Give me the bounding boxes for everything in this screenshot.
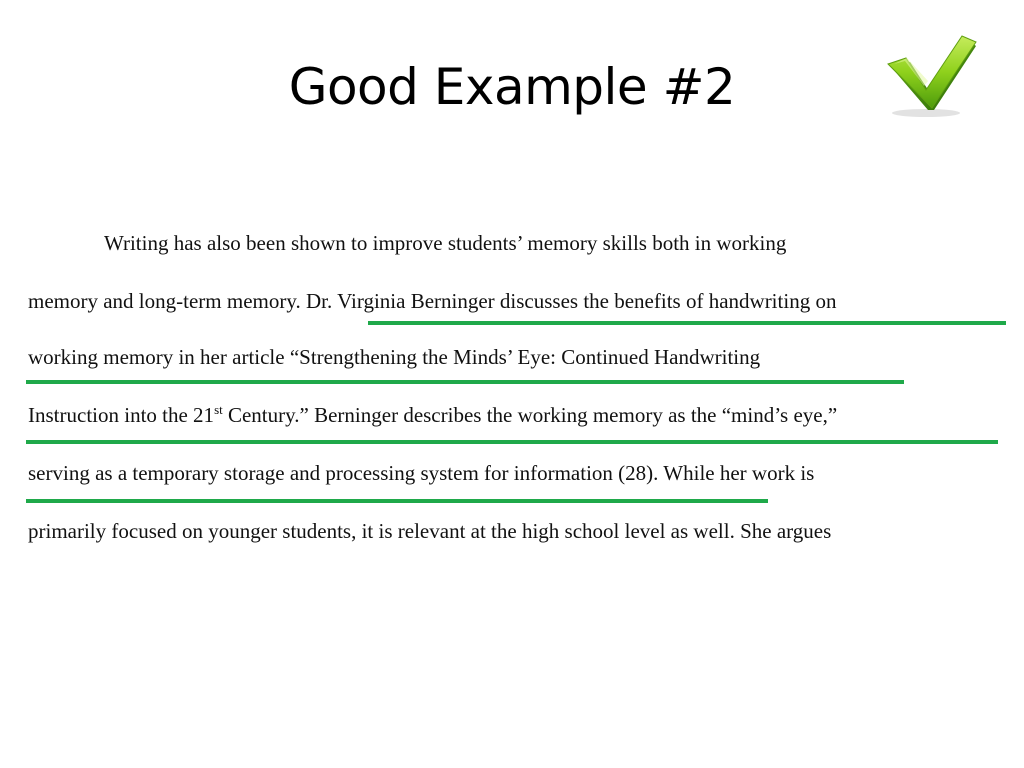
passage-line-5 xyxy=(28,461,814,485)
passage-line-1: Writing has also been shown to improve students’ memory skills both in working xyxy=(104,231,787,255)
green-underline-2 xyxy=(26,380,904,384)
slide-title: Good Example #2 xyxy=(288,58,736,116)
green-underline-1 xyxy=(368,321,1006,325)
passage-line-6: primarily focused on younger students, it is relevant at the high school level as well. She argues xyxy=(28,519,832,543)
passage-line-3: working memory in her article “Strengthening the Minds’ Eye: Continued Handwriting xyxy=(28,345,761,369)
checkmark-icon xyxy=(884,34,980,118)
passage-line-4-end: Century.” Berninger describes the working memory as the “mind’s eye,” xyxy=(222,403,838,427)
passage-line-5-start: serving as a temporary storage and processing system for information (28). xyxy=(28,461,659,485)
green-underline-4 xyxy=(26,499,768,503)
passage-line-4-start: Instruction into the 21 xyxy=(28,403,215,427)
green-underline-3 xyxy=(26,440,998,444)
ordinal-superscript: st xyxy=(214,402,223,417)
highlighted-citation-start: Dr. Virginia Berninger discusses the benefits of handwriting on xyxy=(305,289,837,313)
passage-line-2-start: memory and long-term memory. xyxy=(28,289,306,313)
passage-line-4 xyxy=(28,403,837,427)
passage-line-5-end: While her work is xyxy=(658,461,815,485)
passage-line-2 xyxy=(28,289,836,313)
